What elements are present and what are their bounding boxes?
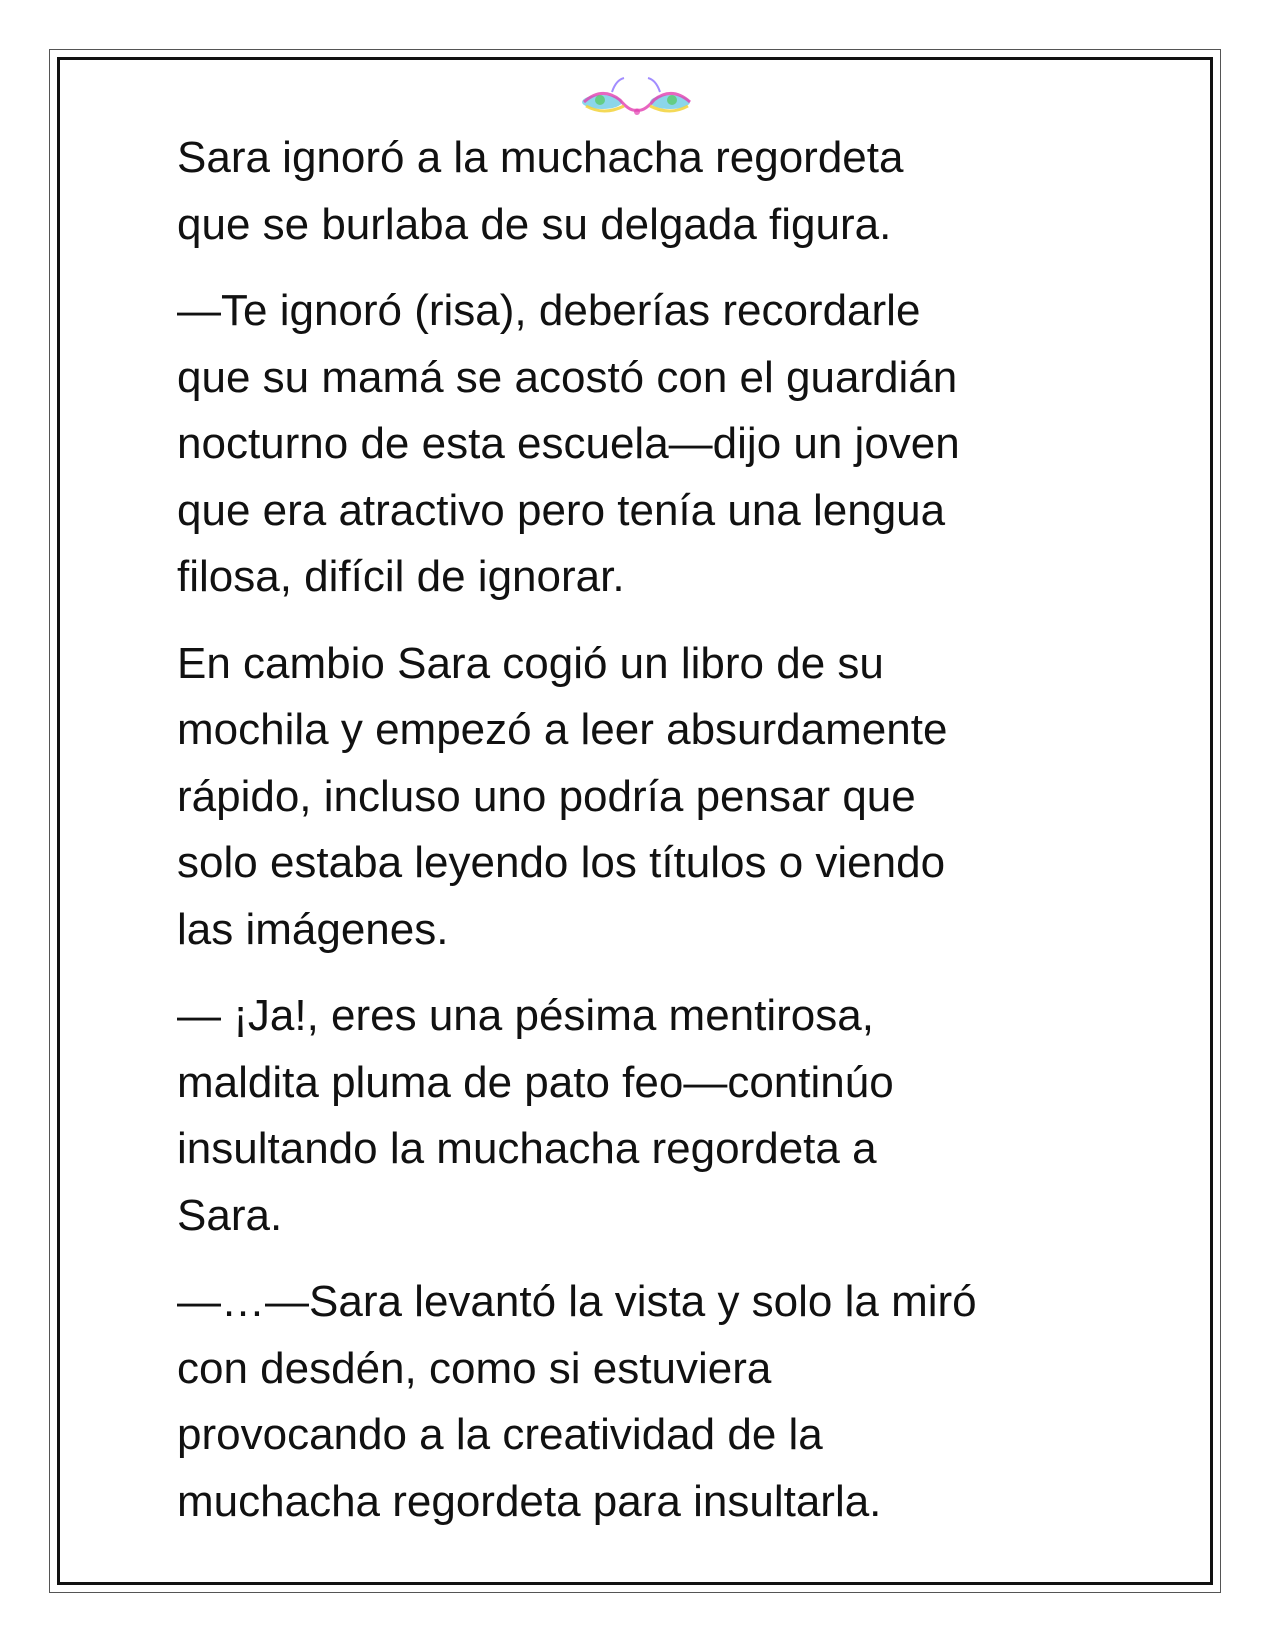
paragraph-4: — ¡Ja!, eres una pésima mentirosa, maldita pluma de pato feo—continúo insultando la muchacha regordeta a Sara. [177,991,894,1240]
colorful-swirl-ornament-icon [572,72,702,122]
paragraph-5: —…—Sara levantó la vista y solo la miró con desdén, como si estuviera provocando a la creatividad de la muchacha regordeta para insultarla. [177,1277,977,1526]
paragraph-3: En cambio Sara cogió un libro de su mochila y empezó a leer absurdamente rápido, incluso uno podría pensar que solo estaba leyendo los títulos o viendo las imágenes. [177,638,948,954]
paragraph-1: Sara ignoró a la muchacha regordeta que se burlaba de su delgada figura. [177,133,904,249]
paragraph-2: —Te ignoró (risa), deberías recordarle que su mamá se acostó con el guardián nocturno de esta escuela—dijo un joven que era atractivo pero tenía una lengua filosa, difícil de ignorar. [177,286,960,601]
story-text [177,125,1107,1555]
